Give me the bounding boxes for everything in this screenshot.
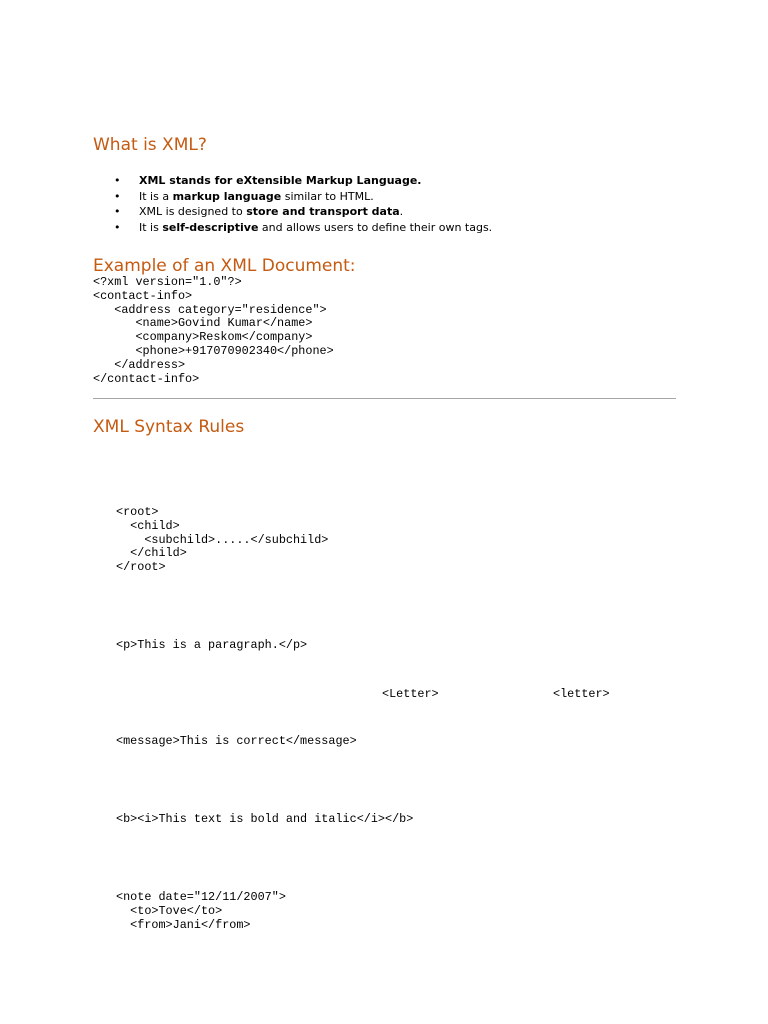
bullet-item bbox=[114, 220, 492, 236]
code-line: <?xml version="1.0"?> bbox=[93, 275, 242, 289]
code-line: <name>Govind Kumar</name> bbox=[93, 316, 313, 331]
code-line: </root> bbox=[116, 560, 166, 575]
note-attribute-code-block bbox=[116, 891, 286, 932]
bullet-text bbox=[139, 189, 374, 205]
code-line: <subchild>.....</subchild> bbox=[116, 532, 329, 547]
code-line: </child> bbox=[116, 546, 187, 561]
bullet-bold-run: XML stands for eXtensible Markup Language. bbox=[139, 174, 422, 187]
code-line: <root> bbox=[116, 505, 159, 519]
nesting-code-line: <b><i>This text is bold and italic</i></b> bbox=[116, 812, 414, 826]
message-code-line: <message>This is correct</message> bbox=[116, 734, 357, 748]
bullet-text-run: It is bbox=[139, 220, 163, 234]
case-sensitive-lower-tag: <letter> bbox=[553, 687, 610, 701]
bullet-list bbox=[114, 173, 492, 235]
horizontal-divider bbox=[93, 398, 676, 399]
bullet-text-run: XML is designed to bbox=[139, 205, 247, 218]
bullet-bold-run: markup language bbox=[172, 189, 282, 203]
code-line: <company>Reskom</company> bbox=[93, 330, 313, 345]
bullet-dot-icon: • bbox=[114, 205, 121, 218]
bullet-dot-icon: • bbox=[114, 174, 121, 187]
heading-what-is-xml: What is XML? bbox=[93, 135, 207, 155]
bullet-item bbox=[114, 204, 492, 220]
code-line: <from>Jani</from> bbox=[116, 917, 251, 932]
bullet-bold-run: store and transport data bbox=[246, 205, 400, 218]
bullet-text-run: and allows users to define their own tags. bbox=[258, 220, 493, 234]
code-line: <phone>+917070902340</phone> bbox=[93, 343, 334, 358]
code-line: <note date="12/11/2007"> bbox=[116, 890, 286, 904]
xml-example-code-block bbox=[93, 276, 334, 386]
paragraph-code-line: <p>This is a paragraph.</p> bbox=[116, 638, 308, 652]
heading-xml-syntax-rules: XML Syntax Rules bbox=[93, 417, 245, 437]
code-line: <address category="residence"> bbox=[93, 302, 327, 317]
code-line: </contact-info> bbox=[93, 371, 200, 386]
heading-example-xml-document: Example of an XML Document: bbox=[93, 256, 356, 276]
bullet-text-run: . bbox=[399, 205, 404, 218]
code-line: <child> bbox=[116, 518, 180, 533]
bullet-bold-run: self-descriptive bbox=[162, 220, 259, 234]
bullet-item bbox=[114, 173, 492, 189]
code-line: <to>Tove</to> bbox=[116, 903, 223, 918]
case-sensitive-upper-tag: <Letter> bbox=[382, 687, 439, 701]
bullet-text bbox=[139, 204, 403, 220]
bullet-text-run: It is a bbox=[139, 189, 173, 203]
code-line: <contact-info> bbox=[93, 288, 193, 303]
bullet-text-run: similar to HTML. bbox=[281, 189, 374, 203]
bullet-dot-icon: • bbox=[114, 220, 121, 234]
code-line: </address> bbox=[93, 357, 186, 372]
bullet-text bbox=[139, 173, 421, 189]
root-element-code-block bbox=[116, 506, 328, 575]
bullet-text bbox=[139, 220, 492, 236]
bullet-item bbox=[114, 189, 492, 205]
bullet-dot-icon: • bbox=[114, 189, 121, 203]
